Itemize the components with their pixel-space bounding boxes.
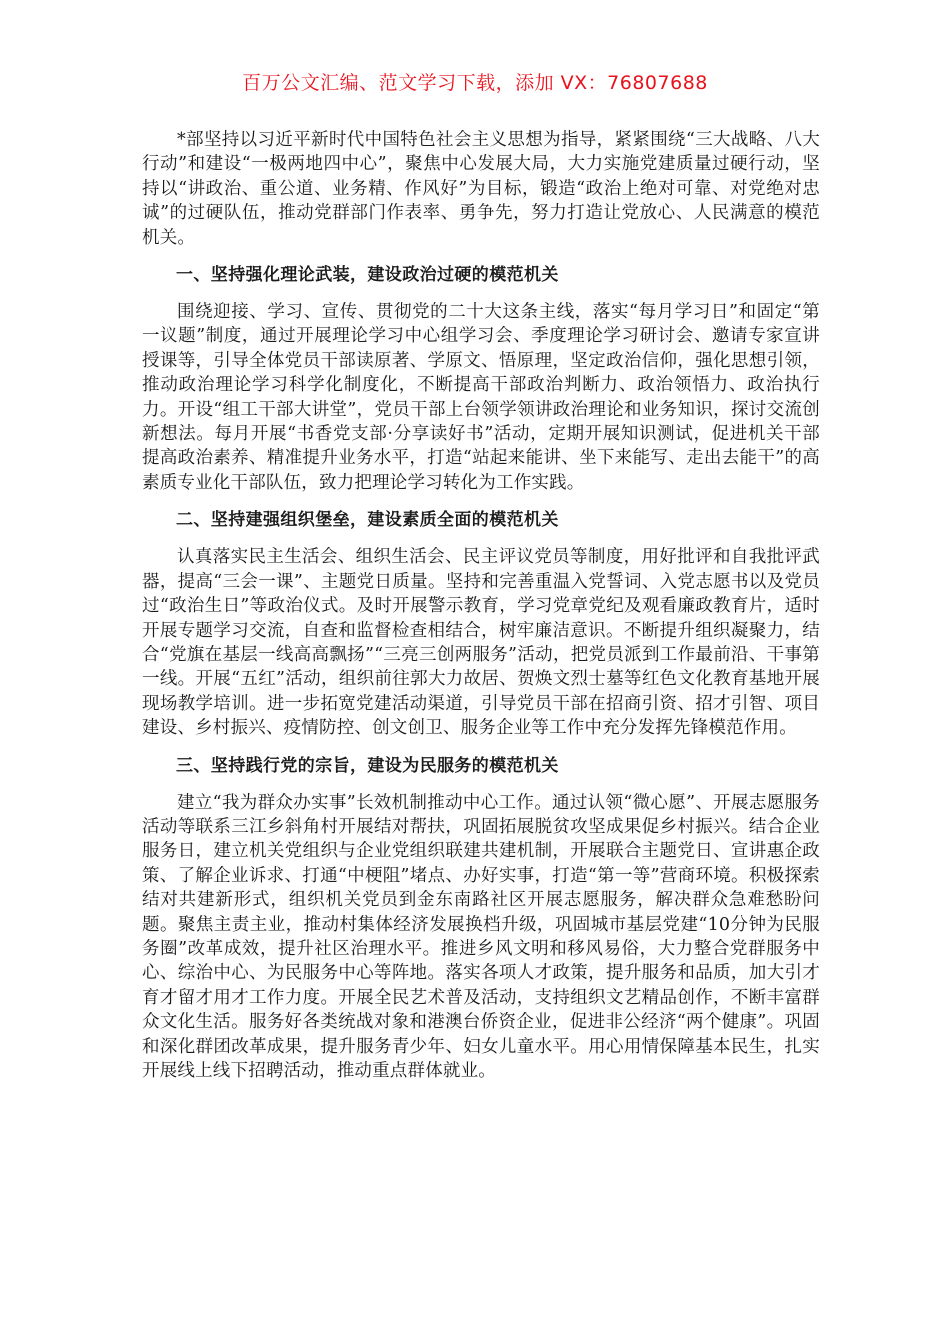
section-heading-2: 二、坚持建强组织堡垒，建设素质全面的模范机关 [176,510,559,531]
intro-paragraph: *部坚持以习近平新时代中国特色社会主义思想为指导，紧紧围绕“三大战略、八大行动”和建设“一极两地四中心”，聚焦中心发展大局，大力实施党建质量过硬行动，坚持以“讲政治、重公道、业务精、作风好”为目标，锻造“政治上绝对可靠、对党绝对忠诚”的过硬队伍，推动党群部门作表率、勇争先，努力打造让党放心、人民满意的模范机关。 [142,130,820,248]
section-body-2: 认真落实民主生活会、组织生活会、民主评议党员等制度，用好批评和自我批评武器，提高“三会一课”、主题党日质量。坚持和完善重温入党誓词、入党志愿书以及党员过“政治生日”等政治仪式。及时开展警示教育，学习党章党纪及观看廉政教育片，适时开展专题学习交流，自查和监督检查相结合，树牢廉洁意识。不断提升组织凝聚力，结合“党旗在基层一线高高飘扬”“三亮三创两服务”活动，把党员派到工作最前沿、干事第一线。开展“五红”活动，组织前往郭大力故居、贺焕文烈士墓等红色文化教育基地开展现场教学培训。进一步拓宽党建活动渠道，引导党员干部在招商引资、招才引智、项目建设、乡村振兴、疫情防控、创文创卫、服务企业等工作中充分发挥先锋模范作用。 [142,547,820,739]
promo-banner: 百万公文汇编、范文学习下载，添加 VX：76807688 [242,72,708,94]
section-body-3: 建立“我为群众办实事”长效机制推动中心工作。通过认领“微心愿”、开展志愿服务活动等联系三江乡斜角村开展结对帮扶，巩固拓展脱贫攻坚成果促乡村振兴。结合企业服务日，建立机关党组织与企业党组织联建共建机制，开展联合主题党日、宣讲惠企政策、了解企业诉求、打通“中梗阻”堵点、办好实事，打造“第一等”营商环境。积极探索结对共建新形式，组织机关党员到金东南路社区开展志愿服务，解决群众急难愁盼问题。聚焦主责主业，推动村集体经济发展换档升级，巩固城市基层党建“10分钟为民服务圈”改革成效，提升社区治理水平。推进乡风文明和移风易俗，大力整合党群服务中心、综治中心、为民服务中心等阵地。落实各项人才政策，提升服务和品质，加大引才育才留才用才工作力度。开展全民艺术普及活动，支持组织文艺精品创作，不断丰富群众文化生活。服务好各类统战对象和港澳台侨资企业，促进非公经济“两个健康”。巩固和深化群团改革成果，提升服务青少年、妇女儿童水平。用心用情保障基本民生，扎实开展线上线下招聘活动，推动重点群体就业。 [142,792,820,1081]
section-body-1: 围绕迎接、学习、宣传、贯彻党的二十大这条主线，落实“每月学习日”和固定“第一议题”制度，通过开展理论学习中心组学习会、季度理论学习研讨会、邀请专家宣讲授课等，引导全体党员干部读原著、学原文、悟原理，坚定政治信仰，强化思想引领，推动政治理论学习科学化制度化，不断提高干部政治判断力、政治领悟力、政治执行力。开设“组工干部大讲堂”，党员干部上台领学领讲政治理论和业务知识，探讨交流创新想法。每月开展“书香党支部·分享读好书”活动，定期开展知识测试，促进机关干部提高政治素养、精准提升业务水平，打造“站起来能讲、坐下来能写、走出去能干”的高素质专业化干部队伍，致力把理论学习转化为工作实践。 [142,302,820,493]
section-heading-3: 三、坚持践行党的宗旨，建设为民服务的模范机关 [176,755,559,776]
document-body [142,128,820,1083]
section-heading-1: 一、坚持强化理论武装，建设政治过硬的模范机关 [176,265,559,286]
